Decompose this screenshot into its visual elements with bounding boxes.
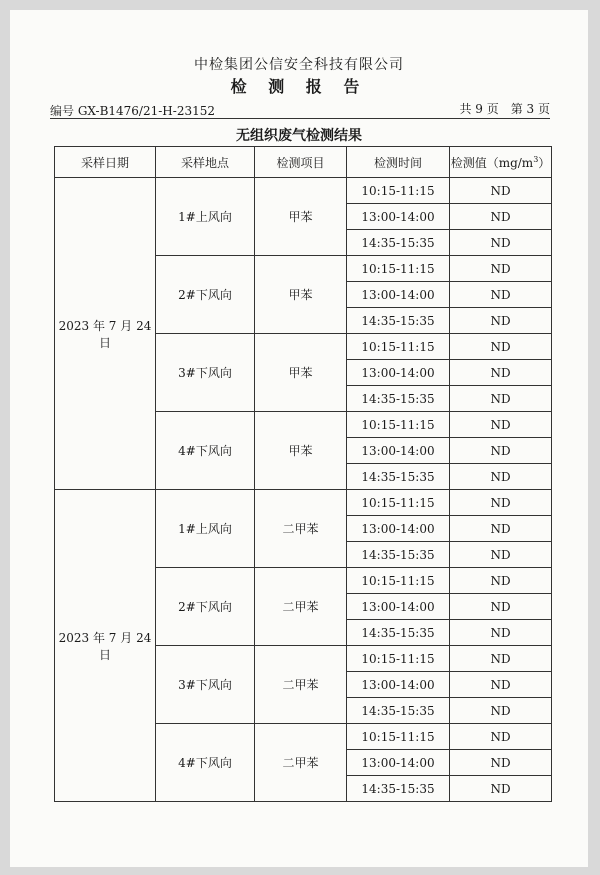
item-cell: 甲苯 bbox=[255, 178, 347, 256]
report-number: 编号 GX-B1476/21-H-23152 bbox=[50, 104, 215, 118]
value-cell: ND bbox=[450, 412, 552, 438]
company-name: 中检集团公信安全科技有限公司 bbox=[194, 57, 404, 73]
value-cell: ND bbox=[450, 698, 552, 724]
value-cell: ND bbox=[450, 178, 552, 204]
value-cell: ND bbox=[450, 672, 552, 698]
section-title: 无组织废气检测结果 bbox=[236, 128, 362, 144]
time-cell: 10:15-11:15 bbox=[347, 490, 450, 516]
location-cell: 3#下风向 bbox=[156, 646, 255, 724]
value-cell: ND bbox=[450, 464, 552, 490]
time-cell: 10:15-11:15 bbox=[347, 334, 450, 360]
time-cell: 10:15-11:15 bbox=[347, 568, 450, 594]
time-cell: 14:35-15:35 bbox=[347, 542, 450, 568]
time-cell: 13:00-14:00 bbox=[347, 204, 450, 230]
date-cell: 2023 年 7 月 24 日 bbox=[55, 490, 156, 802]
value-cell: ND bbox=[450, 438, 552, 464]
time-cell: 13:00-14:00 bbox=[347, 672, 450, 698]
location-cell: 1#上风向 bbox=[156, 490, 255, 568]
date-cell: 2023 年 7 月 24 日 bbox=[55, 178, 156, 490]
header-time: 检测时间 bbox=[347, 147, 450, 178]
time-cell: 14:35-15:35 bbox=[347, 386, 450, 412]
time-cell: 14:35-15:35 bbox=[347, 308, 450, 334]
value-cell: ND bbox=[450, 360, 552, 386]
time-cell: 13:00-14:00 bbox=[347, 282, 450, 308]
time-cell: 14:35-15:35 bbox=[347, 464, 450, 490]
report-meta bbox=[50, 100, 550, 119]
value-cell: ND bbox=[450, 776, 552, 802]
time-cell: 10:15-11:15 bbox=[347, 646, 450, 672]
item-cell: 甲苯 bbox=[255, 334, 347, 412]
table-header-row bbox=[55, 147, 552, 178]
value-cell: ND bbox=[450, 724, 552, 750]
value-cell: ND bbox=[450, 620, 552, 646]
time-cell: 14:35-15:35 bbox=[347, 620, 450, 646]
value-cell: ND bbox=[450, 256, 552, 282]
time-cell: 10:15-11:15 bbox=[347, 412, 450, 438]
value-cell: ND bbox=[450, 334, 552, 360]
time-cell: 13:00-14:00 bbox=[347, 360, 450, 386]
table-body bbox=[55, 178, 552, 802]
location-cell: 4#下风向 bbox=[156, 412, 255, 490]
value-cell: ND bbox=[450, 386, 552, 412]
value-cell: ND bbox=[450, 542, 552, 568]
location-cell: 3#下风向 bbox=[156, 334, 255, 412]
location-cell: 2#下风向 bbox=[156, 568, 255, 646]
table-row bbox=[55, 490, 552, 516]
location-cell: 4#下风向 bbox=[156, 724, 255, 802]
time-cell: 13:00-14:00 bbox=[347, 750, 450, 776]
header-value-prefix: 检测值（mg/m bbox=[450, 155, 534, 170]
header-item: 检测项目 bbox=[255, 147, 347, 178]
location-cell: 2#下风向 bbox=[156, 256, 255, 334]
time-cell: 13:00-14:00 bbox=[347, 594, 450, 620]
value-cell: ND bbox=[450, 646, 552, 672]
value-cell: ND bbox=[450, 308, 552, 334]
value-cell: ND bbox=[450, 594, 552, 620]
value-cell: ND bbox=[450, 282, 552, 308]
time-cell: 14:35-15:35 bbox=[347, 698, 450, 724]
time-cell: 13:00-14:00 bbox=[347, 516, 450, 542]
item-cell: 二甲苯 bbox=[255, 646, 347, 724]
item-cell: 二甲苯 bbox=[255, 724, 347, 802]
header-value-suffix: ） bbox=[538, 155, 551, 170]
item-cell: 二甲苯 bbox=[255, 490, 347, 568]
header-value-sup: 3 bbox=[533, 154, 539, 164]
time-cell: 14:35-15:35 bbox=[347, 776, 450, 802]
time-cell: 10:15-11:15 bbox=[347, 256, 450, 282]
value-cell: ND bbox=[450, 568, 552, 594]
table-row bbox=[55, 178, 552, 204]
location-cell: 1#上风向 bbox=[156, 178, 255, 256]
item-cell: 甲苯 bbox=[255, 412, 347, 490]
header-location: 采样地点 bbox=[156, 147, 255, 178]
item-cell: 甲苯 bbox=[255, 256, 347, 334]
value-cell: ND bbox=[450, 490, 552, 516]
report-title: 检 测 报 告 bbox=[230, 77, 368, 96]
time-cell: 10:15-11:15 bbox=[347, 178, 450, 204]
time-cell: 13:00-14:00 bbox=[347, 438, 450, 464]
header-date: 采样日期 bbox=[55, 147, 156, 178]
report-page bbox=[10, 10, 588, 867]
value-cell: ND bbox=[450, 230, 552, 256]
value-cell: ND bbox=[450, 516, 552, 542]
item-cell: 二甲苯 bbox=[255, 568, 347, 646]
results-table bbox=[54, 146, 552, 802]
time-cell: 14:35-15:35 bbox=[347, 230, 450, 256]
header-value bbox=[450, 147, 552, 178]
time-cell: 10:15-11:15 bbox=[347, 724, 450, 750]
value-cell: ND bbox=[450, 204, 552, 230]
page-indicator: 共 9 页 第 3 页 bbox=[459, 102, 550, 116]
value-cell: ND bbox=[450, 750, 552, 776]
